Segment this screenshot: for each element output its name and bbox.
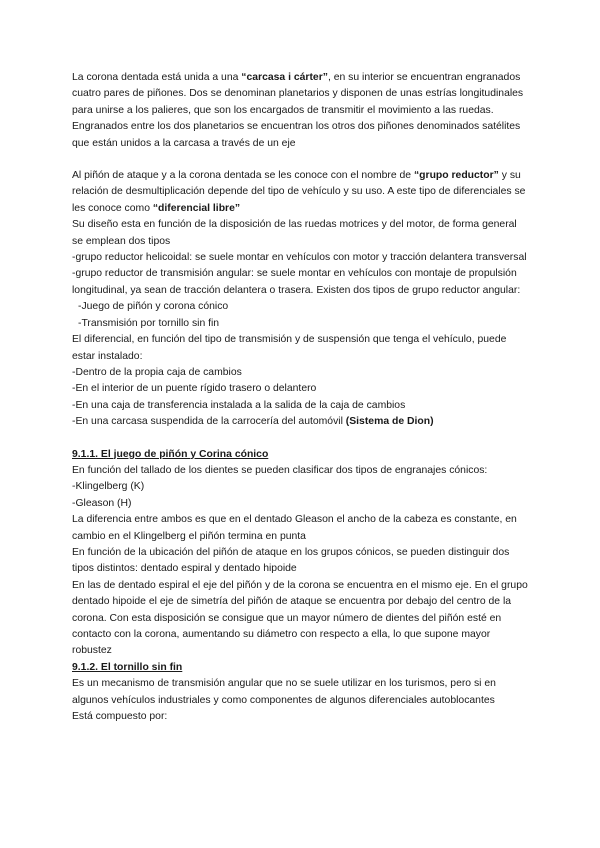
bold-term: “grupo reductor”: [413, 170, 499, 182]
text-line: Está compuesto por:: [72, 711, 168, 723]
bold-term: “carcasa i cárter”: [241, 72, 328, 83]
bold-term: “diferencial libre”: [152, 202, 241, 214]
text-line: -Klingelberg (K): [72, 481, 145, 493]
section-heading: 9.1.1. El juego de piñón y Corina cónico: [72, 448, 269, 460]
text-run: La corona dentada está unida a una: [72, 72, 242, 83]
text-line-dion: [72, 414, 530, 430]
paragraph-corona: [72, 70, 530, 152]
text-line: -En una caja de transferencia instalada a la salida de la caja de cambios: [72, 399, 406, 411]
text-line: El diferencial, en función del tipo de transmisión y de suspensión que tenga el vehículo, puede estar instalado:: [72, 334, 507, 362]
paragraph-gap: [72, 152, 530, 168]
section-heading: 9.1.2. El tornillo sin fin: [72, 661, 183, 673]
text-line: -En el interior de un puente rígido trasero o delantero: [72, 383, 317, 395]
paragraph-grupo-reductor: [72, 168, 530, 217]
text-line: La diferencia entre ambos es que en el dentado Gleason el ancho de la cabeza es constante, en cambio en el Klingelberg el piñón termina en punta: [72, 514, 517, 542]
text-run: Al piñón de ataque y a la corona dentada se les conoce con el nombre de: [72, 170, 414, 182]
text-line: -Transmisión por tornillo sin fin: [78, 317, 220, 329]
text-line: Su diseño esta en función de la disposición de las ruedas motrices y del motor, de forma general se emplean dos tipos: [72, 219, 517, 247]
text-line: -Gleason (H): [72, 497, 132, 509]
text-run: y su relación de desmultiplicación depende del tipo de vehículo y su uso. A este tipo de diferenciales se les conoce como: [72, 170, 526, 214]
text-run: -En una carcasa suspendida de la carrocería del automóvil: [72, 416, 346, 428]
text-line: En función del tallado de los dientes se pueden clasificar dos tipos de engranajes cónicos:: [72, 464, 488, 476]
text-line: -Dentro de la propia caja de cambios: [72, 366, 242, 378]
document-body: [72, 70, 530, 725]
text-line: -Juego de piñón y corona cónico: [78, 301, 229, 313]
text-run: , en su interior se encuentran engranados cuatro pares de piñones. Dos se denominan planetarios y disponen de unas estrías longitudinales para unirse a los palieres, que son los encargados de transmitir el movimiento a las ruedas. Engranados entre los dos planetarios se encuentran los otros dos piñones denominados satélites que están unidos a la carcasa a través de un eje: [72, 72, 524, 149]
text-line: En función de la ubicación del piñón de ataque en los grupos cónicos, se pueden distinguir dos tipos distintos: dentado espiral y dentado hipoide: [72, 546, 510, 575]
text-line: Es un mecanismo de transmisión angular que no se suele utilizar en los turismos, pero si en algunos vehículos industriales y como componentes de algunos diferenciales autoblocantes: [72, 678, 496, 706]
paragraph-gap: [72, 431, 530, 447]
bold-term: (Sistema de Dion): [345, 416, 434, 428]
text-line: -grupo reductor de transmisión angular: se suele montar en vehículos con montaje de propulsión longitudinal, ya sean de tracción delantera o trasera. Existen dos tipos de grupo reductor angular:: [72, 268, 521, 296]
text-line: -grupo reductor helicoidal: se suele montar en vehículos con motor y tracción delantera transversal: [72, 252, 527, 264]
text-line: En las de dentado espiral el eje del piñón y de la corona se encuentra en el mismo eje. En el grupo dentado hipoide el eje de simetría del piñón de ataque se encuentra por debajo del centro de la corona. Con esta disposición se consigue que un mayor número de dientes del piñón esté en contacto con la corona, aumentando su diámetro con respecto a ella, lo que supone mayor robustez: [72, 579, 528, 657]
